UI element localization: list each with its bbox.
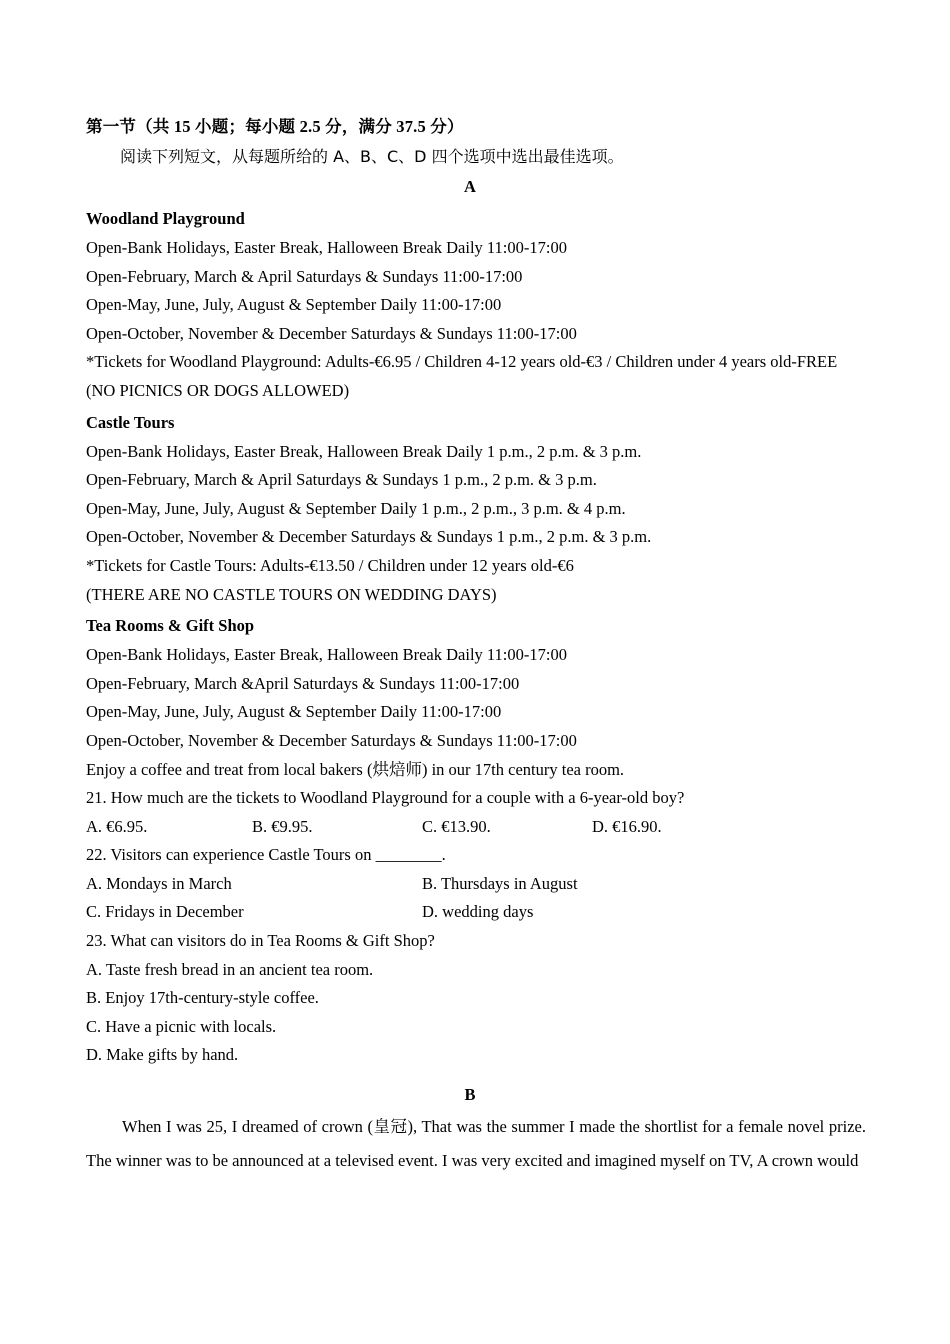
question-22: [86, 841, 866, 927]
option-b[interactable]: B. Thursdays in August: [422, 873, 578, 893]
question-stem: 23. What can visitors do in Tea Rooms & Gift Shop?: [86, 931, 435, 951]
section-title: 第一节（共 15 小题；每小题 2.5 分，满分 37.5 分）: [86, 117, 464, 136]
question-stem: 21. How much are the tickets to Woodland Playground for a couple with a 6-year-old boy?: [86, 788, 685, 808]
info-block-woodland-playground: [86, 204, 866, 406]
option-c[interactable]: C. Fridays in December: [86, 902, 244, 922]
block-line: Open-Bank Holidays, Easter Break, Halloween Break Daily 1 p.m., 2 p.m. & 3 p.m.: [86, 441, 642, 461]
block-heading: Castle Tours: [86, 412, 175, 432]
option-c[interactable]: C. Have a picnic with locals.: [86, 1016, 277, 1036]
block-line: Open-October, November & December Saturdays & Sundays 11:00-17:00: [86, 323, 577, 343]
block-line-ticket-price: *Tickets for Castle Tours: Adults-€13.50 / Children under 12 years old-€6: [86, 555, 574, 575]
block-line: Open-May, June, July, August & September Daily 1 p.m., 2 p.m., 3 p.m. & 4 p.m.: [86, 498, 626, 518]
option-d[interactable]: D. wedding days: [422, 902, 534, 922]
block-line-note: (THERE ARE NO CASTLE TOURS ON WEDDING DAYS): [86, 584, 497, 604]
block-heading: Tea Rooms & Gift Shop: [86, 616, 255, 636]
option-d[interactable]: D. €16.90.: [592, 816, 662, 836]
block-line-ticket-price: *Tickets for Woodland Playground: Adults-€6.95 / Children 4-12 years old-€3 / Children under 4 years old-FREE: [86, 352, 838, 372]
block-line: Open-October, November & December Saturdays & Sundays 1 p.m., 2 p.m. & 3 p.m.: [86, 527, 652, 547]
option-c[interactable]: C. €13.90.: [422, 816, 491, 836]
passage-label-a: A: [464, 177, 476, 196]
block-line: Open-May, June, July, August & September Daily 11:00-17:00: [86, 295, 502, 315]
info-block-castle-tours: [86, 408, 866, 610]
block-line: Open-Bank Holidays, Easter Break, Halloween Break Daily 11:00-17:00: [86, 645, 567, 665]
question-options: [86, 813, 866, 842]
block-heading: Woodland Playground: [86, 209, 245, 228]
question-23: [86, 927, 866, 1070]
option-d[interactable]: D. Make gifts by hand.: [86, 1045, 239, 1065]
question-options-row-1: [86, 870, 866, 899]
block-line: Open-May, June, July, August & September Daily 11:00-17:00: [86, 702, 502, 722]
option-a[interactable]: A. €6.95.: [86, 816, 148, 836]
block-line: Open-February, March &April Saturdays & Sundays 11:00-17:00: [86, 673, 520, 693]
question-21: [86, 784, 866, 841]
option-b[interactable]: B. €9.95.: [252, 816, 313, 836]
question-stem: 22. Visitors can experience Castle Tours on ________.: [86, 845, 446, 865]
block-line: Open-February, March & April Saturdays & Sundays 11:00-17:00: [86, 266, 523, 286]
block-line-note: (NO PICNICS OR DOGS ALLOWED): [86, 380, 350, 400]
block-line: Open-February, March & April Saturdays & Sundays 1 p.m., 2 p.m. & 3 p.m.: [86, 470, 597, 490]
section-instruction: 阅读下列短文，从每题所给的 A、B、C、D 四个选项中选出最佳选项。: [120, 147, 624, 166]
option-a[interactable]: A. Taste fresh bread in an ancient tea room.: [86, 959, 374, 979]
option-a[interactable]: A. Mondays in March: [86, 873, 232, 893]
block-line: Open-Bank Holidays, Easter Break, Halloween Break Daily 11:00-17:00: [86, 238, 567, 257]
passage-b-text: When I was 25, I dreamed of crown (皇冠), That was the summer I made the shortlist for a female novel prize. The winner was to be announced at a televised event. I was very excited and imagined myself on TV, A crown would: [86, 1117, 866, 1171]
question-options-row-2: [86, 898, 866, 927]
info-block-tea-rooms-gift-shop: [86, 611, 866, 784]
block-line: Open-October, November & December Saturdays & Sundays 11:00-17:00: [86, 730, 577, 750]
option-b[interactable]: B. Enjoy 17th-century-style coffee.: [86, 988, 319, 1008]
passage-label-b: B: [464, 1085, 476, 1105]
page-content: [86, 112, 866, 1178]
block-line-description: Enjoy a coffee and treat from local bakers (烘焙师) in our 17th century tea room.: [86, 759, 625, 779]
